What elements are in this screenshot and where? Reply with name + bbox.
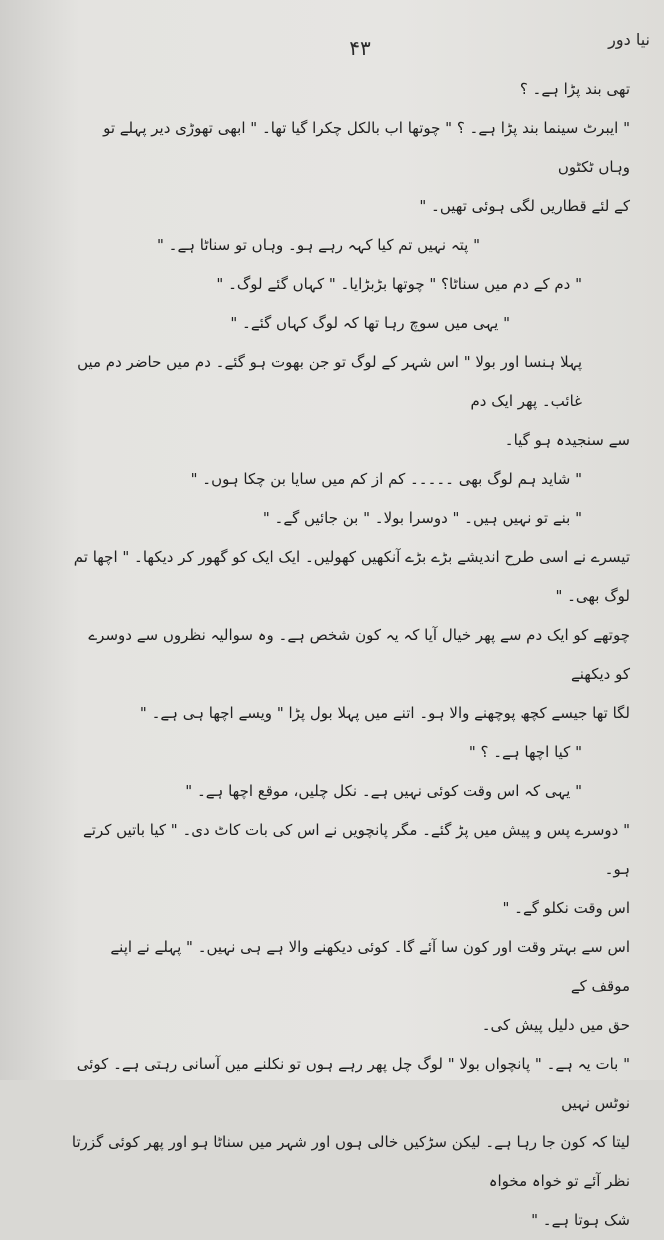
text-line: " بنے تو نہیں ہیں۔ " دوسرا بولا۔ " بن جائیں گے۔ " (262, 509, 582, 527)
text-line: " دم کے دم میں سناٹا؟ " چوتھا بڑبڑایا۔ " کہاں گئے لوگ۔ " (216, 275, 582, 293)
text-line: پہلا ہنسا اور بولا " اس شہر کے لوگ تو جن بھوت ہو گئے۔ دم میں حاضر دم میں غائب۔ پھر ایک دم (77, 353, 582, 410)
text-line: " بات یہ ہے۔ " پانچواں بولا " لوگ چل پھر رہے ہوں تو نکلنے میں آسانی رہتی ہے۔ کوئی نوٹس نہیں (76, 1055, 630, 1112)
text-line: لوگ بھی۔ " (555, 587, 630, 605)
text-line: اس وقت نکلو گے۔ " (502, 899, 630, 917)
text-line: " ایبرٹ سینما بند پڑا ہے۔ ؟ " چوتھا اب بالکل چکرا گیا تھا۔ " ابھی تھوڑی دیر پہلے تو وہاں ٹکٹوں (103, 119, 630, 176)
text-line: حق میں دلیل پیش کی۔ (481, 1016, 630, 1034)
text-line: " یہی کہ اس وقت کوئی نہیں ہے۔ نکل چلیں، موقع اچھا ہے۔ " (185, 782, 582, 800)
text-line: " پتہ نہیں تم کیا کہہ رہے ہو۔ وہاں تو سناٹا ہے۔ " (157, 236, 480, 254)
text-line: " یہی میں سوچ رہا تھا کہ لوگ کہاں گئے۔ " (230, 314, 510, 332)
text-line: اس سے بہتر وقت اور کون سا آئے گا۔ کوئی دیکھنے والا ہے ہی نہیں۔ " پہلے نے اپنے موقف کے (110, 938, 630, 995)
text-line: " کیا اچھا ہے۔ ؟ " (468, 743, 582, 761)
page-number: ۴۳ (349, 36, 371, 60)
text-line: لگا تھا جیسے کچھ پوچھنے والا ہو۔ اتنے میں پہلا بول پڑا " ویسے اچھا ہی ہے۔ " (139, 704, 630, 722)
running-title: نیا دور (608, 30, 650, 49)
text-line: تھی بند پڑا ہے۔ ؟ (519, 80, 630, 98)
body-text (70, 70, 630, 1240)
page-header (0, 16, 664, 60)
text-line: کے لئے قطاریں لگی ہوئی تھیں۔ " (419, 197, 630, 215)
text-line: شک ہوتا ہے۔ " (531, 1211, 630, 1229)
text-line: سے سنجیدہ ہو گیا۔ (504, 431, 630, 449)
text-line: چوتھے کو ایک دم سے پھر خیال آیا کہ یہ کون شخص ہے۔ وہ سوالیہ نظروں سے دوسرے کو دیکھنے (88, 626, 630, 683)
text-line: لیتا کہ کون جا رہا ہے۔ لیکن سڑکیں خالی ہوں اور شہر میں سناٹا ہو اور پھر کوئی گزرتا نظر آئے تو خواہ مخواہ (71, 1133, 630, 1190)
text-line: " شاید ہم لوگ بھی ۔۔۔۔۔ کم از کم میں سایا بن چکا ہوں۔ " (190, 470, 582, 488)
text-line: تیسرے نے اسی طرح اندیشے بڑے بڑے آنکھیں کھولیں۔ ایک ایک کو گھور کر دیکھا۔ " اچھا تم (73, 548, 630, 566)
text-line: " دوسرے پس و پیش میں پڑ گئے۔ مگر پانچویں نے اس کی بات کاٹ دی۔ " کیا باتیں کرتے ہو۔ (82, 821, 630, 878)
